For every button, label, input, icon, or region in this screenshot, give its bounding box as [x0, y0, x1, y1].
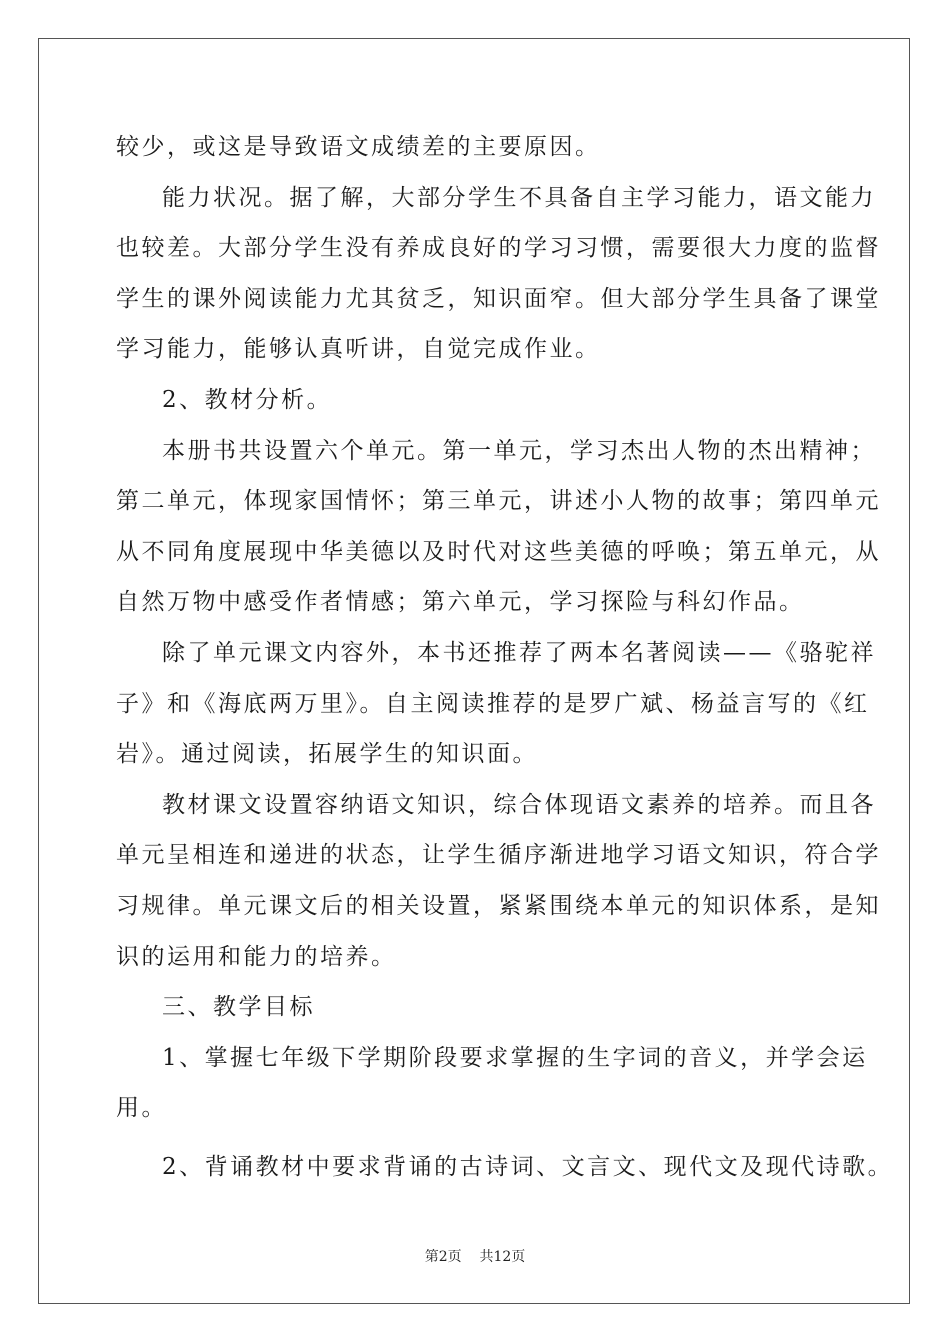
text-line: 2、教材分析。 — [162, 386, 333, 413]
text-line: 习规律。单元课文后的相关设置，紧紧围绕本单元的知识体系，是知 — [116, 892, 881, 919]
text-line: 较少，或这是导致语文成绩差的主要原因。 — [116, 134, 601, 160]
text-line: 教材课文设置容纳语文知识，综合体现语文素养的培养。而且各 — [162, 791, 876, 818]
text-line: 从不同角度展现中华美德以及时代对这些美德的呼唤；第五单元，从 — [116, 538, 881, 565]
text-line: 岩》。通过阅读，拓展学生的知识面。 — [116, 741, 538, 768]
text-line: 子》和《海底两万里》。自主阅读推荐的是罗广斌、杨益言写的《红 — [116, 690, 870, 717]
text-line: 能力状况。据了解，大部分学生不具备自主学习能力，语文能力 — [162, 184, 876, 211]
text-line: 1、掌握七年级下学期阶段要求掌握的生字词的音义，并学会运 — [162, 1044, 868, 1071]
text-line: 也较差。大部分学生没有养成良好的学习习惯，需要很大力度的监督 — [116, 235, 881, 262]
text-line: 用。 — [116, 1095, 167, 1122]
text-line: 三、教学目标 — [162, 994, 315, 1021]
text-line: 单元呈相连和递进的状态，让学生循序渐进地学习语文知识，符合学 — [116, 842, 881, 869]
text-line: 自然万物中感受作者情感；第六单元，学习探险与科幻作品。 — [116, 589, 805, 616]
text-line: 第二单元，体现家国情怀；第三单元，讲述小人物的故事；第四单元 — [116, 488, 881, 515]
text-line: 学生的课外阅读能力尤其贫乏，知识面窄。但大部分学生具备了课堂 — [116, 285, 881, 312]
text-line: 除了单元课文内容外，本书还推荐了两本名著阅读——《骆驼祥 — [162, 639, 876, 666]
text-line: 2、背诵教材中要求背诵的古诗词、文言文、现代文及现代诗歌。 — [162, 1153, 894, 1180]
text-line: 学习能力，能够认真听讲，自觉完成作业。 — [116, 336, 601, 363]
page-number-footer: 第2页 共12页 — [424, 1249, 526, 1265]
text-line: 识的运用和能力的培养。 — [116, 943, 397, 970]
document-body — [116, 122, 894, 1192]
text-line: 本册书共设置六个单元。第一单元，学习杰出人物的杰出精神； — [162, 437, 876, 464]
